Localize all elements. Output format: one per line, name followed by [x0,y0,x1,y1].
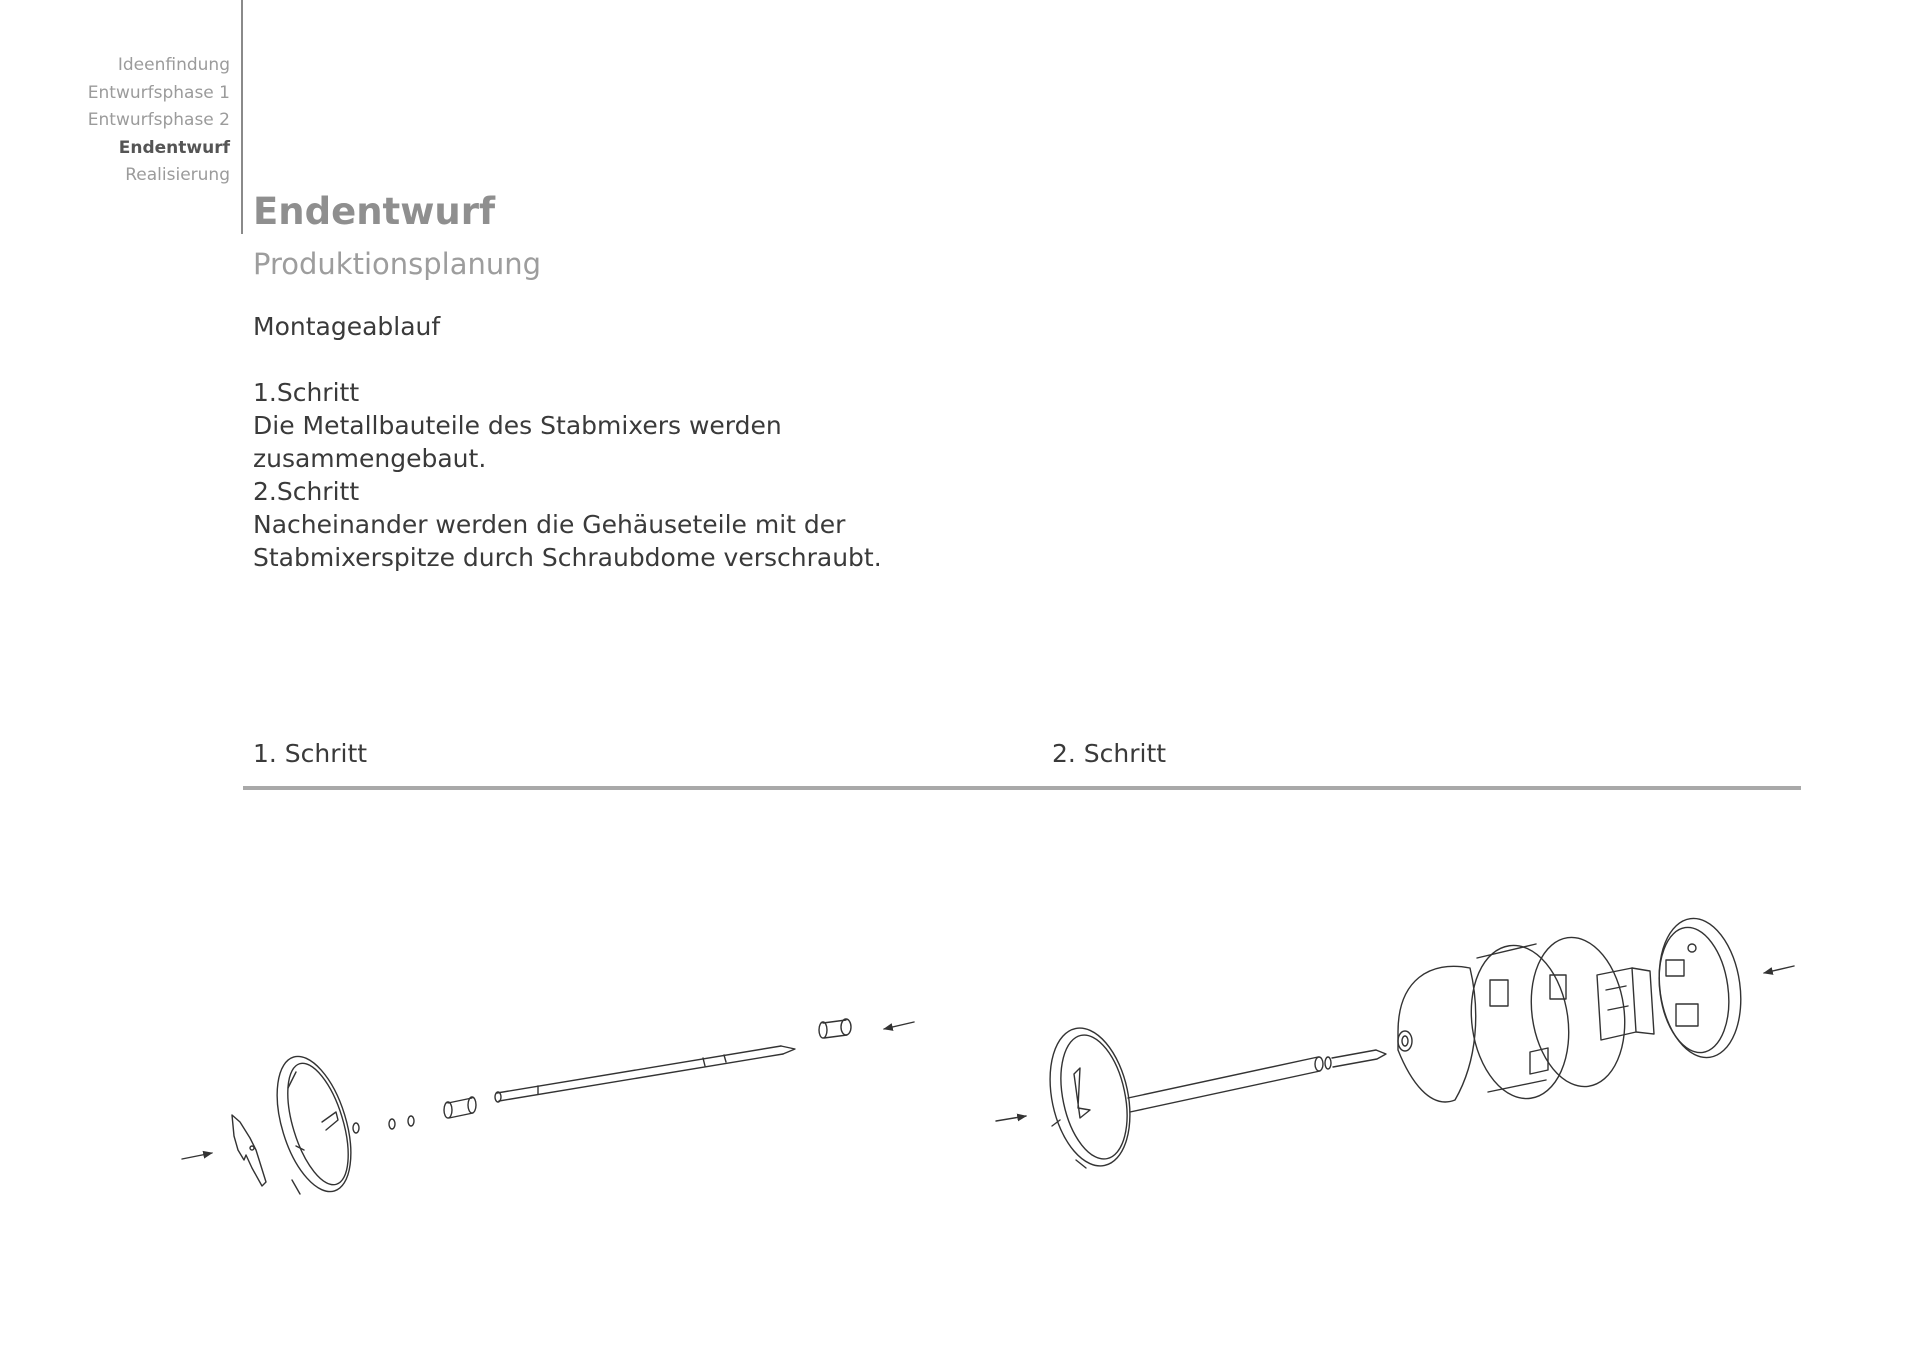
step1-text-line1: Die Metallbauteile des Stabmixers werden [253,411,782,440]
assembly-description [253,310,953,574]
figure-step2-label: 2. Schritt [1052,739,1167,768]
sleeve [444,1097,476,1118]
step2-exploded-view [996,913,1794,1173]
page-subtitle: Produktionsplanung [253,247,542,281]
shaft-tube [1128,1050,1386,1112]
insert-arrow-right [1764,966,1794,973]
nav-item-endentwurf[interactable]: Endentwurf [118,137,230,158]
page-title: Endentwurf [253,190,496,233]
nav-item-ideenfindung[interactable]: Ideenfindung [117,55,230,75]
blade-part [232,1115,266,1186]
step2-text-line1: Nacheinander werden die Gehäuseteile mit der [253,510,846,539]
drive-shaft [495,1046,795,1102]
nav-item-realisierung[interactable]: Realisierung [125,165,230,185]
step1-exploded-view [182,1019,914,1200]
step1-title: 1.Schritt [253,378,360,407]
switch-module [1597,968,1654,1040]
end-cap [1651,913,1750,1063]
washer-2 [389,1119,395,1129]
step2-title: 2.Schritt [253,477,360,506]
step2-text-line2: Stabmixerspitze durch Schraubdome verschraubt. [253,543,882,572]
assembly-drawings [0,800,1920,1357]
step1-text-line2: zusammengebaut. [253,444,487,473]
nav-item-entwurfsphase-2[interactable]: Entwurfsphase 2 [87,110,230,130]
blade-guard-assembly [1038,1021,1141,1174]
insert-arrow-right [884,1022,914,1029]
section-nav [40,52,230,190]
cone-cover [1398,966,1476,1102]
motor-housing [1462,931,1634,1105]
nav-divider [241,0,243,234]
washer-3 [408,1116,414,1126]
coupling [819,1019,851,1038]
blade-guard-ring [263,1048,365,1201]
section-heading: Montageablauf [253,312,441,341]
washer-1 [353,1123,359,1133]
figure-header-rule [243,786,1801,790]
figure-step1-label: 1. Schritt [253,739,368,768]
insert-arrow-left [182,1153,212,1159]
insert-arrow-left [996,1116,1026,1121]
nav-item-entwurfsphase-1[interactable]: Entwurfsphase 1 [87,82,230,103]
